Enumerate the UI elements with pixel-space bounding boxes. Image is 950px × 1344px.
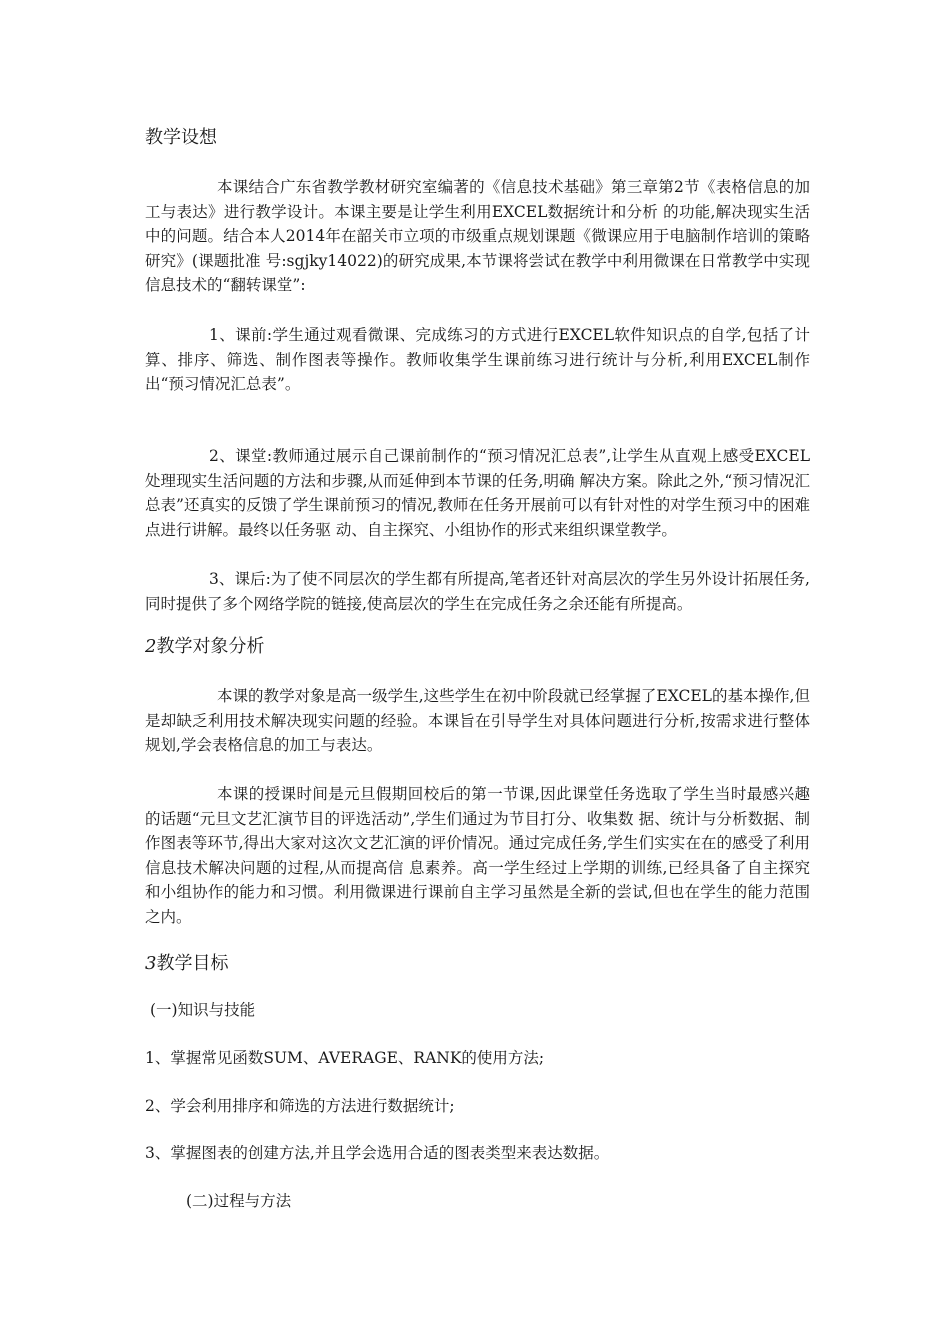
paragraph-intro: 本课结合广东省教学教材研究室编著的《信息技术基础》第三章第2节《表格信息的加工与表达》进行教学设计。本课主要是让学生利用EXCEL数据统计和分析 的功能,解决现实生活中的问题。结合本人2014年在韶关市立项的市级重点规划课题《微课应用于电脑制作培训的策略研究》(课题批准 号:sgjky14022)的研究成果,本节课将尝试在教学中利用微课在日常教学中实现信息技术的“翻转课堂”: [145, 178, 810, 294]
section-heading-teaching-goals [145, 952, 228, 976]
heading-text: 教学设想 [145, 127, 217, 148]
heading-text: 教学目标 [156, 953, 229, 974]
subheading-knowledge-skills: (一)知识与技能 [150, 1001, 256, 1019]
paragraph-before-class: 1、课前:学生通过观看微课、完成练习的方式进行EXCEL软件知识点的自学,包括了计算、排序、筛选、制作图表等操作。教师收集学生课前练习进行统计与分析,利用EXCEL制作出“预习情况汇总表”。 [145, 326, 810, 393]
goal-item-3: 3、掌握图表的创建方法,并且学会选用合适的图表类型来表达数据。 [145, 1144, 610, 1162]
paragraph-lesson-timing: 本课的授课时间是元旦假期回校后的第一节课,因此课堂任务选取了学生当时最感兴趣的话题“元旦文艺汇演节目的评选活动”,学生们通过为节目打分、收集数 据、统计与分析数据、制作图表等环节,得出大家对这次文艺汇演的评价情况。通过完成任务,学生们实实在在的感受了利用信息技术解决问题的过程,从而提高信 息素养。高一学生经过上学期的训练,已经具备了自主探究和小组协作的能力和习惯。利用微课进行课前自主学习虽然是全新的尝试,但也在学生的能力范围之内。 [145, 785, 810, 926]
goal-item-2: 2、学会利用排序和筛选的方法进行数据统计; [145, 1097, 455, 1115]
goal-item-1: 1、掌握常见函数SUM、AVERAGE、RANK的使用方法; [145, 1049, 545, 1067]
paragraph-after-class: 3、课后:为了使不同层次的学生都有所提高,笔者还针对高层次的学生另外设计拓展任务,同时提供了多个网络学院的链接,使高层次的学生在完成任务之余还能有所提高。 [145, 570, 810, 613]
section-heading-teaching-concept [145, 126, 217, 150]
heading-number: 3 [145, 953, 157, 974]
paragraph-student-profile: 本课的教学对象是高一级学生,这些学生在初中阶段就已经掌握了EXCEL的基本操作,但是却缺乏利用技术解决现实问题的经验。本课旨在引导学生对具体问题进行分析,按需求进行整体规划,学会表格信息的加工与表达。 [145, 687, 810, 754]
paragraph-in-class: 2、课堂:教师通过展示自己课前制作的“预习情况汇总表”,让学生从直观上感受EXCEL处理现实生活问题的方法和步骤,从而延伸到本节课的任务,明确 解决方案。除此之外,“预习情况汇总表”还真实的反馈了学生课前预习的情况,教师在任务开展前可以有针对性的对学生预习中的困难点进行讲解。最终以任务驱 动、自主探究、小组协作的形式来组织课堂教学。 [145, 447, 810, 539]
heading-number: 2 [145, 636, 157, 657]
section-heading-student-analysis [145, 635, 264, 659]
heading-text: 教学对象分析 [156, 636, 265, 657]
subheading-process-method: (二)过程与方法 [186, 1192, 292, 1210]
